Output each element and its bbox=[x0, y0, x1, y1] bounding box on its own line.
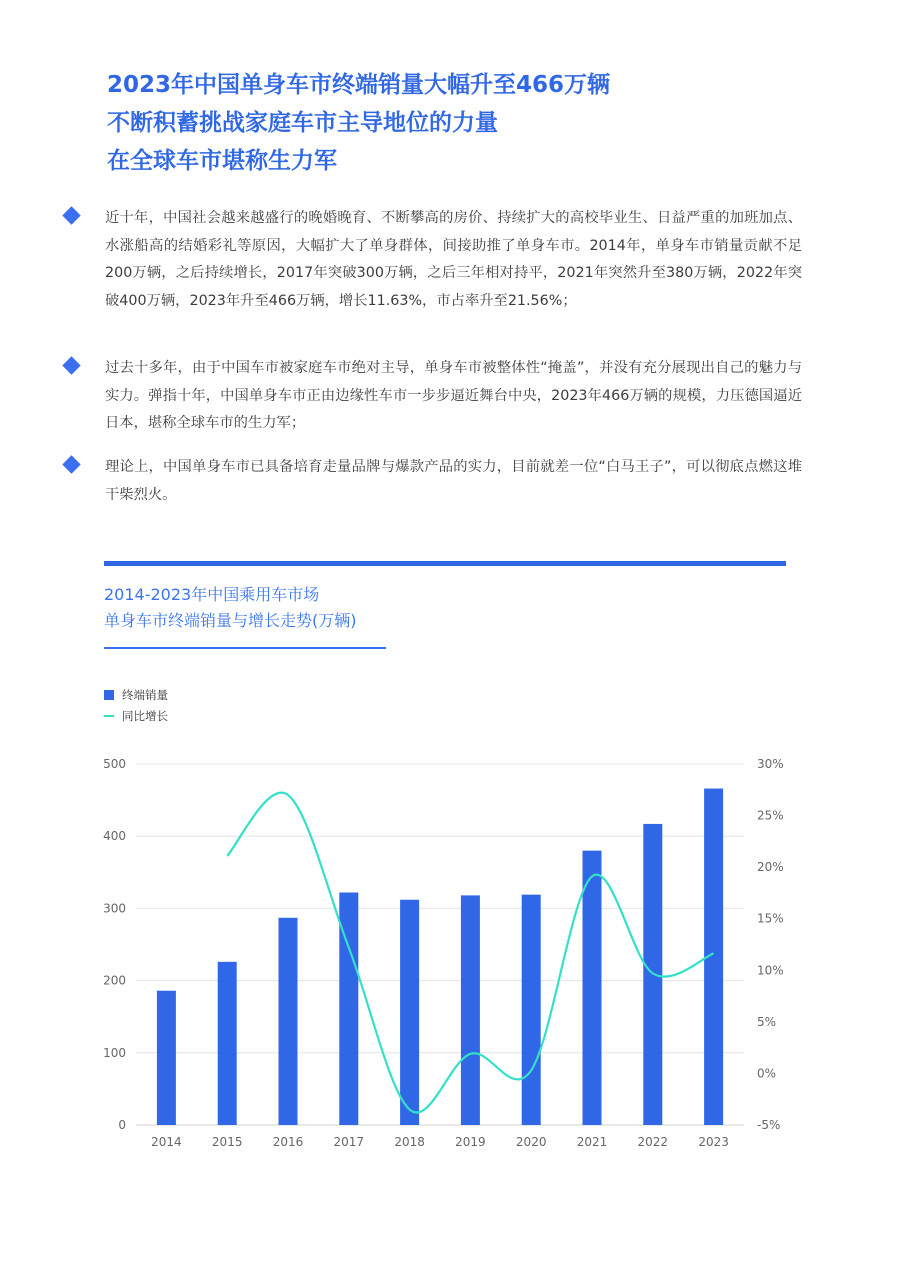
x-tick-label: 2019 bbox=[455, 1135, 486, 1149]
x-tick-label: 2022 bbox=[637, 1135, 669, 1149]
y-right-tick-label: 30% bbox=[757, 757, 784, 771]
chart-title-line-1: 2014-2023年中国乘用车市场 bbox=[104, 585, 320, 604]
y-right-tick-label: -5% bbox=[757, 1118, 781, 1132]
x-tick-label: 2021 bbox=[576, 1135, 608, 1149]
x-tick-label: 2016 bbox=[272, 1135, 304, 1149]
bar bbox=[522, 895, 541, 1125]
bar bbox=[400, 900, 419, 1125]
bar bbox=[218, 962, 237, 1125]
x-tick-label: 2014 bbox=[151, 1135, 182, 1149]
headline-line-1: 2023年中国单身车市终端销量大幅升至466万辆 bbox=[107, 72, 611, 98]
y-left-tick-label: 400 bbox=[103, 829, 126, 844]
headline-line-3: 在全球车市堪称生力军 bbox=[107, 148, 337, 174]
legend-label: 同比增长 bbox=[122, 708, 168, 723]
chart-title-line-2: 单身车市终端销量与增长走势(万辆) bbox=[104, 611, 357, 630]
y-right-tick-label: 10% bbox=[757, 963, 784, 978]
bar bbox=[461, 895, 480, 1125]
y-left-tick-label: 500 bbox=[103, 757, 126, 771]
bullet-text: 近十年，中国社会越来越盛行的晚婚晚育、不断攀高的房价、持续扩大的高校毕业生、日益严重的加班加点、水涨船高的结婚彩礼等原因，大幅扩大了单身群体，间接助推了单身车市。2014年，单身车市销量贡献不足200万辆，之后持续增长，2017年突破300万辆，之后三年相对持平，2021年突然升至380万辆，2022年突破400万辆，2023年升至466万辆，增长11.63%，市占率升至21.56%； bbox=[105, 210, 802, 309]
x-tick-label: 2015 bbox=[211, 1135, 243, 1149]
legend-label: 终端销量 bbox=[122, 687, 168, 702]
y-left-tick-label: 100 bbox=[103, 1045, 126, 1060]
x-tick-label: 2017 bbox=[333, 1135, 365, 1149]
bar bbox=[157, 991, 176, 1125]
bar bbox=[583, 851, 602, 1125]
x-tick-label: 2023 bbox=[698, 1135, 729, 1149]
bar bbox=[279, 918, 298, 1125]
y-right-tick-label: 5% bbox=[757, 1014, 777, 1029]
y-right-tick-label: 20% bbox=[757, 860, 784, 875]
y-right-tick-label: 15% bbox=[757, 911, 784, 926]
y-right-tick-label: 0% bbox=[757, 1066, 777, 1081]
bullet-text: 过去十多年，由于中国车市被家庭车市绝对主导，单身车市被整体性“掩盖”，并没有充分展现出自己的魅力与实力。弹指十年，中国单身车市正由边缘性车市一步步逼近舞台中央，2023年466万辆的规模，力压德国逼近日本，堪称全球车市的生力军； bbox=[105, 360, 802, 431]
y-right-tick-label: 25% bbox=[757, 808, 784, 823]
y-left-tick-label: 300 bbox=[103, 901, 126, 916]
x-tick-label: 2020 bbox=[515, 1135, 547, 1149]
x-tick-label: 2018 bbox=[394, 1135, 425, 1149]
headline-line-2: 不断积蓄挑战家庭车市主导地位的力量 bbox=[107, 110, 498, 136]
y-left-tick-label: 200 bbox=[103, 973, 126, 988]
bullet-text: 理论上，中国单身车市已具备培育走量品牌与爆款产品的实力，目前就差一位“白马王子”，可以彻底点燃这堆干柴烈火。 bbox=[105, 459, 802, 503]
y-left-tick-label: 0 bbox=[118, 1118, 126, 1132]
